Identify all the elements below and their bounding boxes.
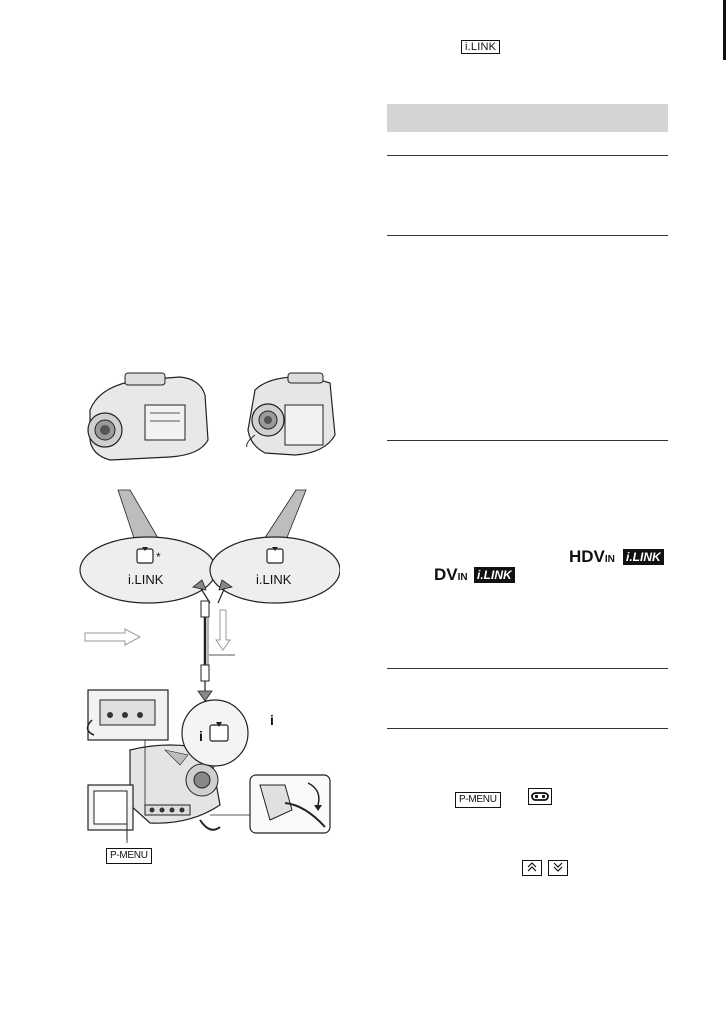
dv-in-mark: DVIN [434,565,468,584]
divider-rule [387,728,668,729]
section-header-bar [387,104,668,132]
hdv-in-mark: HDVIN [569,547,615,566]
scroll-down-key [548,860,568,878]
left-port-asterisk: * [156,550,161,564]
ilink-solid-icon: i.LINK [474,566,515,584]
divider-rule [387,155,668,156]
ilink-symbol: i.LINK [461,37,500,55]
connection-diagram [70,365,340,865]
divider-rule [387,235,668,236]
left-port-label: i.LINK [128,572,164,587]
dv-camcorder-illustration [247,373,335,455]
pmenu-key: P-MENU [455,789,501,808]
tape-icon [528,788,552,805]
divider-rule [387,440,668,441]
side-i-symbol: i [270,712,274,728]
hdv-camcorder-illustration [88,373,208,460]
ilink-solid-icon: i.LINK [623,548,664,566]
divider-rule [387,668,668,669]
right-port-label: i.LINK [256,572,292,587]
scroll-up-key [522,860,542,878]
pmenu-callout: P-MENU [106,845,152,864]
jack-i-symbol: i [199,728,203,744]
